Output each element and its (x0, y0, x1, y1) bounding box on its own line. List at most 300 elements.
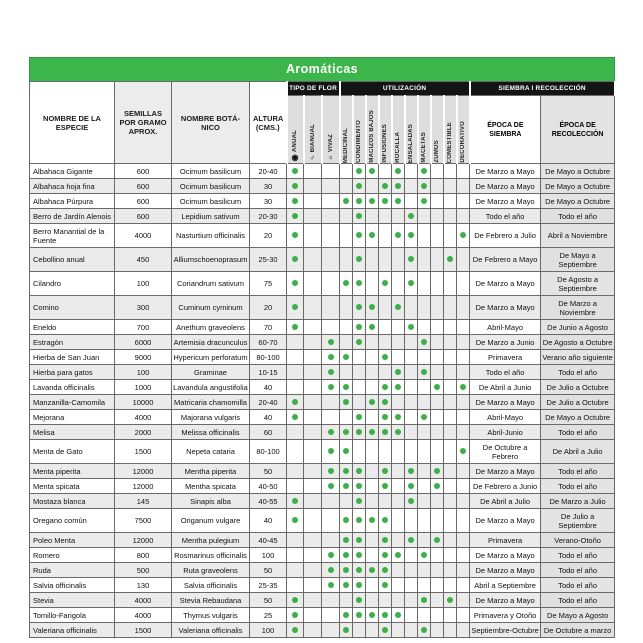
cell-flor-vivaz (322, 320, 340, 335)
cell-flor-vivaz (322, 410, 340, 425)
vertical-label-wrap (406, 97, 417, 163)
green-dot-icon (292, 517, 298, 523)
cell-uso-infusiones (379, 533, 392, 548)
table-row (30, 296, 615, 320)
cell-flor-vivaz (322, 380, 340, 395)
cell-uso-macizos_bajos (366, 494, 379, 509)
green-dot-icon (292, 280, 298, 286)
table-row (30, 425, 615, 440)
cell-uso-medicinal (340, 296, 353, 320)
cell-uso-macetas (418, 179, 431, 194)
cell-flor-bianual (304, 194, 322, 209)
cell-uso-decorativo (457, 494, 470, 509)
cell-siembra: Abril-Mayo (470, 320, 541, 335)
green-dot-icon (292, 304, 298, 310)
green-dot-icon (421, 369, 427, 375)
plants-table (29, 81, 616, 638)
bianual-symbol-icon: ♂ (309, 153, 316, 162)
cell-especie: Lavanda officinalis (30, 380, 115, 395)
table-row (30, 440, 615, 464)
cell-uso-macetas (418, 464, 431, 479)
cell-uso-medicinal (340, 533, 353, 548)
green-dot-icon (434, 483, 440, 489)
green-dot-icon (292, 213, 298, 219)
green-dot-icon (447, 597, 453, 603)
cell-uso-macetas (418, 509, 431, 533)
cell-flor-vivaz (322, 533, 340, 548)
cell-uso-medicinal (340, 509, 353, 533)
cell-flor-anual (287, 179, 304, 194)
vertical-label: MACETAS (421, 132, 428, 163)
cell-especie: Melisa (30, 425, 115, 440)
table-row (30, 479, 615, 494)
cell-uso-zumos (431, 194, 444, 209)
cell-uso-comestible (444, 350, 457, 365)
green-dot-icon (356, 483, 362, 489)
cell-flor-vivaz (322, 578, 340, 593)
cell-semillas: 10000 (115, 395, 172, 410)
cell-siembra: De Marzo a Junio (470, 335, 541, 350)
green-dot-icon (292, 256, 298, 262)
cell-altura: 60 (250, 425, 287, 440)
cell-uso-medicinal (340, 479, 353, 494)
cell-uso-rocalla (392, 479, 405, 494)
page-title: Aromáticas (29, 57, 615, 81)
green-dot-icon (408, 213, 414, 219)
cell-uso-rocalla (392, 494, 405, 509)
green-dot-icon (328, 429, 334, 435)
cell-especie: Estragón (30, 335, 115, 350)
green-dot-icon (292, 183, 298, 189)
cell-altura: 100 (250, 548, 287, 563)
cell-especie: Oregano común (30, 509, 115, 533)
cell-uso-medicinal (340, 272, 353, 296)
green-dot-icon (292, 414, 298, 420)
cell-flor-vivaz (322, 464, 340, 479)
cell-uso-ensaladas (405, 179, 418, 194)
cell-semillas: 4000 (115, 224, 172, 248)
cell-altura: 10-15 (250, 365, 287, 380)
cell-uso-medicinal (340, 593, 353, 608)
green-dot-icon (292, 399, 298, 405)
cell-uso-medicinal (340, 608, 353, 623)
cell-uso-decorativo (457, 350, 470, 365)
cell-uso-macetas (418, 479, 431, 494)
cell-semillas: 2000 (115, 425, 172, 440)
cell-siembra: De Marzo a Mayo (470, 563, 541, 578)
cell-altura: 20 (250, 224, 287, 248)
table-row (30, 593, 615, 608)
cell-siembra: De Marzo a Mayo (470, 509, 541, 533)
cell-uso-decorativo (457, 563, 470, 578)
cell-flor-anual (287, 248, 304, 272)
cell-botanico: Anethum graveolens (172, 320, 250, 335)
cell-uso-comestible (444, 296, 457, 320)
cell-uso-rocalla (392, 194, 405, 209)
cell-uso-comestible (444, 224, 457, 248)
table-row (30, 179, 615, 194)
cell-botanico: Lepidium sativum (172, 209, 250, 224)
cell-uso-decorativo (457, 533, 470, 548)
cell-uso-decorativo (457, 593, 470, 608)
cell-siembra: Primavera (470, 350, 541, 365)
green-dot-icon (356, 324, 362, 330)
green-dot-icon (382, 552, 388, 558)
green-dot-icon (328, 369, 334, 375)
column-header-ensaladas (405, 96, 418, 164)
cell-uso-macizos_bajos (366, 179, 379, 194)
cell-uso-rocalla (392, 164, 405, 179)
cell-uso-medicinal (340, 320, 353, 335)
cell-uso-comestible (444, 479, 457, 494)
cell-uso-comestible (444, 248, 457, 272)
cell-uso-macetas (418, 209, 431, 224)
cell-uso-rocalla (392, 179, 405, 194)
cell-uso-condimento (353, 380, 366, 395)
cell-siembra: De Marzo a Mayo (470, 395, 541, 410)
cell-recoleccion: Todo el año (541, 209, 615, 224)
cell-uso-rocalla (392, 380, 405, 395)
cell-uso-comestible (444, 365, 457, 380)
cell-uso-medicinal (340, 380, 353, 395)
cell-uso-ensaladas (405, 578, 418, 593)
cell-flor-anual (287, 410, 304, 425)
cell-uso-ensaladas (405, 248, 418, 272)
cell-siembra: De Febrero a Julio (470, 224, 541, 248)
column-header-macizos_bajos (366, 96, 379, 164)
cell-flor-bianual (304, 479, 322, 494)
green-dot-icon (382, 468, 388, 474)
green-dot-icon (382, 280, 388, 286)
cell-especie: Cilandro (30, 272, 115, 296)
cell-flor-vivaz (322, 563, 340, 578)
cell-uso-ensaladas (405, 494, 418, 509)
cell-uso-zumos (431, 395, 444, 410)
cell-flor-anual (287, 395, 304, 410)
cell-uso-macizos_bajos (366, 380, 379, 395)
vertical-label-wrap (305, 97, 321, 163)
cell-uso-macizos_bajos (366, 224, 379, 248)
cell-especie: Albahaca hoja fina (30, 179, 115, 194)
cell-uso-condimento (353, 209, 366, 224)
green-dot-icon (447, 256, 453, 262)
table-row (30, 194, 615, 209)
cell-uso-infusiones (379, 272, 392, 296)
cell-uso-rocalla (392, 464, 405, 479)
green-dot-icon (369, 399, 375, 405)
cell-uso-macetas (418, 272, 431, 296)
cell-especie: Menta spicata (30, 479, 115, 494)
cell-botanico: Nepeta cataria (172, 440, 250, 464)
cell-uso-medicinal (340, 248, 353, 272)
cell-flor-bianual (304, 272, 322, 296)
cell-flor-anual (287, 365, 304, 380)
cell-uso-macizos_bajos (366, 440, 379, 464)
column-header-epoca-siembra: ÉPOCA DE SIEMBRA (470, 96, 541, 164)
cell-especie: Mostaza blanca (30, 494, 115, 509)
cell-uso-macizos_bajos (366, 548, 379, 563)
cell-uso-macizos_bajos (366, 350, 379, 365)
cell-uso-rocalla (392, 296, 405, 320)
cell-uso-infusiones (379, 440, 392, 464)
cell-recoleccion: De Mayo a Agosto (541, 608, 615, 623)
cell-uso-rocalla (392, 224, 405, 248)
vertical-label-wrap (432, 97, 443, 163)
cell-uso-ensaladas (405, 608, 418, 623)
cell-siembra: Abril a Septiembre (470, 578, 541, 593)
vertical-label: CONDIMENTO (356, 120, 363, 163)
cell-uso-condimento (353, 494, 366, 509)
cell-altura: 20-30 (250, 209, 287, 224)
cell-uso-comestible (444, 533, 457, 548)
column-header-altura: ALTURA (CMS.) (250, 82, 287, 164)
cell-uso-condimento (353, 179, 366, 194)
cell-uso-ensaladas (405, 509, 418, 533)
cell-uso-macetas (418, 380, 431, 395)
cell-altura: 40 (250, 410, 287, 425)
cell-uso-infusiones (379, 563, 392, 578)
green-dot-icon (421, 414, 427, 420)
cell-uso-infusiones (379, 320, 392, 335)
cell-uso-macizos_bajos (366, 320, 379, 335)
table-row (30, 494, 615, 509)
cell-uso-condimento (353, 194, 366, 209)
table-row (30, 608, 615, 623)
cell-siembra: De Abril a Junio (470, 380, 541, 395)
cell-botanico: Lavandula angustifolia (172, 380, 250, 395)
vertical-label: INFUSIONES (382, 124, 389, 163)
cell-uso-ensaladas (405, 335, 418, 350)
cell-uso-ensaladas (405, 425, 418, 440)
vertical-label-wrap (323, 97, 339, 163)
cell-uso-macizos_bajos (366, 578, 379, 593)
cell-uso-macetas (418, 194, 431, 209)
cell-botanico: Coriandrum sativum (172, 272, 250, 296)
green-dot-icon (421, 597, 427, 603)
cell-flor-anual (287, 164, 304, 179)
cell-semillas: 450 (115, 248, 172, 272)
vertical-label: ANUAL (292, 130, 298, 152)
green-dot-icon (356, 168, 362, 174)
table-row (30, 365, 615, 380)
cell-recoleccion: De Mayo a Septiembre (541, 248, 615, 272)
cell-uso-condimento (353, 365, 366, 380)
cell-uso-condimento (353, 248, 366, 272)
cell-uso-comestible (444, 164, 457, 179)
green-dot-icon (369, 232, 375, 238)
group-header-utilizacion: UTILIZACIÓN (340, 82, 470, 96)
cell-uso-zumos (431, 563, 444, 578)
green-dot-icon (382, 198, 388, 204)
cell-uso-rocalla (392, 320, 405, 335)
green-dot-icon (382, 537, 388, 543)
cell-flor-bianual (304, 248, 322, 272)
cell-uso-decorativo (457, 479, 470, 494)
cell-altura: 40-50 (250, 479, 287, 494)
green-dot-icon (460, 232, 466, 238)
cell-uso-macizos_bajos (366, 533, 379, 548)
cell-uso-condimento (353, 425, 366, 440)
cell-especie: Salvia officinalis (30, 578, 115, 593)
cell-flor-anual (287, 224, 304, 248)
cell-uso-decorativo (457, 224, 470, 248)
green-dot-icon (356, 498, 362, 504)
cell-semillas: 800 (115, 548, 172, 563)
cell-botanico: Hypericum perforatum (172, 350, 250, 365)
cell-uso-medicinal (340, 395, 353, 410)
cell-uso-ensaladas (405, 209, 418, 224)
cell-uso-rocalla (392, 593, 405, 608)
cell-uso-medicinal (340, 425, 353, 440)
cell-siembra: Abril-Mayo (470, 410, 541, 425)
cell-uso-decorativo (457, 320, 470, 335)
green-dot-icon (343, 517, 349, 523)
cell-uso-medicinal (340, 179, 353, 194)
cell-botanico: Alliumschoenoprasum (172, 248, 250, 272)
cell-botanico: Nasturtium officinalis (172, 224, 250, 248)
cell-siembra: Primavera y Otoño (470, 608, 541, 623)
cell-uso-macetas (418, 425, 431, 440)
cell-altura: 50 (250, 464, 287, 479)
cell-uso-zumos (431, 623, 444, 638)
anual-symbol-icon: ◉ (291, 153, 299, 162)
cell-flor-bianual (304, 320, 322, 335)
cell-uso-condimento (353, 395, 366, 410)
cell-flor-vivaz (322, 623, 340, 638)
green-dot-icon (328, 448, 334, 454)
cell-especie: Cebollino anual (30, 248, 115, 272)
cell-flor-vivaz (322, 224, 340, 248)
green-dot-icon (395, 369, 401, 375)
green-dot-icon (356, 339, 362, 345)
cell-flor-bianual (304, 440, 322, 464)
group-header-siembra-recoleccion: SIEMBRA I RECOLECCIÓN (470, 82, 615, 96)
cell-especie: Tomillo-Farigola (30, 608, 115, 623)
cell-uso-comestible (444, 509, 457, 533)
cell-uso-infusiones (379, 548, 392, 563)
cell-uso-decorativo (457, 296, 470, 320)
cell-uso-macizos_bajos (366, 209, 379, 224)
green-dot-icon (356, 552, 362, 558)
cell-flor-anual (287, 593, 304, 608)
cell-recoleccion: Todo el año (541, 548, 615, 563)
table-row (30, 563, 615, 578)
cell-altura: 60-70 (250, 335, 287, 350)
cell-botanico: Mentha piperita (172, 464, 250, 479)
cell-flor-bianual (304, 533, 322, 548)
cell-recoleccion: Todo el año (541, 563, 615, 578)
vertical-label: ZUMOS (434, 140, 441, 163)
cell-flor-vivaz (322, 548, 340, 563)
cell-flor-bianual (304, 224, 322, 248)
cell-botanico: Ruta graveolens (172, 563, 250, 578)
cell-uso-comestible (444, 335, 457, 350)
cell-siembra: Todo el año (470, 209, 541, 224)
green-dot-icon (395, 612, 401, 618)
cell-semillas: 600 (115, 194, 172, 209)
cell-uso-condimento (353, 272, 366, 296)
green-dot-icon (395, 183, 401, 189)
cell-flor-anual (287, 440, 304, 464)
green-dot-icon (408, 256, 414, 262)
vertical-label-wrap (288, 97, 303, 163)
cell-uso-macizos_bajos (366, 623, 379, 638)
cell-uso-zumos (431, 479, 444, 494)
cell-uso-macizos_bajos (366, 608, 379, 623)
green-dot-icon (395, 232, 401, 238)
cell-uso-infusiones (379, 464, 392, 479)
green-dot-icon (328, 582, 334, 588)
cell-uso-comestible (444, 464, 457, 479)
cell-altura: 25 (250, 608, 287, 623)
cell-semillas: 6000 (115, 335, 172, 350)
cell-especie: Mejorana (30, 410, 115, 425)
cell-recoleccion: Verano año siguiente (541, 350, 615, 365)
column-header-botanico: NOMBRE BOTÁ-NICO (172, 82, 250, 164)
cell-botanico: Majorana vulgaris (172, 410, 250, 425)
cell-uso-comestible (444, 593, 457, 608)
cell-uso-macizos_bajos (366, 479, 379, 494)
cell-siembra: De Marzo a Mayo (470, 296, 541, 320)
cell-botanico: Mentha spicata (172, 479, 250, 494)
cell-uso-zumos (431, 380, 444, 395)
cell-flor-bianual (304, 623, 322, 638)
cell-uso-zumos (431, 509, 444, 533)
cell-uso-condimento (353, 479, 366, 494)
cell-botanico: Rosmarinus officinalis (172, 548, 250, 563)
cell-recoleccion: De Junio a Agosto (541, 320, 615, 335)
cell-uso-macizos_bajos (366, 464, 379, 479)
cell-flor-vivaz (322, 179, 340, 194)
green-dot-icon (421, 339, 427, 345)
cell-uso-zumos (431, 335, 444, 350)
cell-uso-macizos_bajos (366, 248, 379, 272)
cell-uso-macetas (418, 350, 431, 365)
cell-uso-comestible (444, 179, 457, 194)
cell-recoleccion: De Octubre a marzo (541, 623, 615, 638)
cell-uso-condimento (353, 410, 366, 425)
cell-flor-anual (287, 578, 304, 593)
green-dot-icon (292, 232, 298, 238)
cell-flor-bianual (304, 164, 322, 179)
cell-uso-ensaladas (405, 548, 418, 563)
green-dot-icon (356, 537, 362, 543)
cell-uso-rocalla (392, 209, 405, 224)
table-row (30, 248, 615, 272)
cell-flor-bianual (304, 365, 322, 380)
cell-semillas: 145 (115, 494, 172, 509)
cell-flor-bianual (304, 380, 322, 395)
green-dot-icon (343, 567, 349, 573)
cell-uso-macetas (418, 548, 431, 563)
cell-flor-anual (287, 533, 304, 548)
cell-uso-condimento (353, 623, 366, 638)
cell-flor-bianual (304, 296, 322, 320)
cell-flor-vivaz (322, 440, 340, 464)
green-dot-icon (356, 213, 362, 219)
cell-recoleccion: De Abril a Julio (541, 440, 615, 464)
cell-flor-bianual (304, 593, 322, 608)
cell-uso-decorativo (457, 425, 470, 440)
table-row (30, 623, 615, 638)
cell-uso-rocalla (392, 350, 405, 365)
cell-uso-macetas (418, 563, 431, 578)
cell-uso-rocalla (392, 365, 405, 380)
aromaticas-table (29, 57, 615, 638)
cell-uso-macetas (418, 335, 431, 350)
cell-semillas: 100 (115, 365, 172, 380)
cell-uso-zumos (431, 548, 444, 563)
